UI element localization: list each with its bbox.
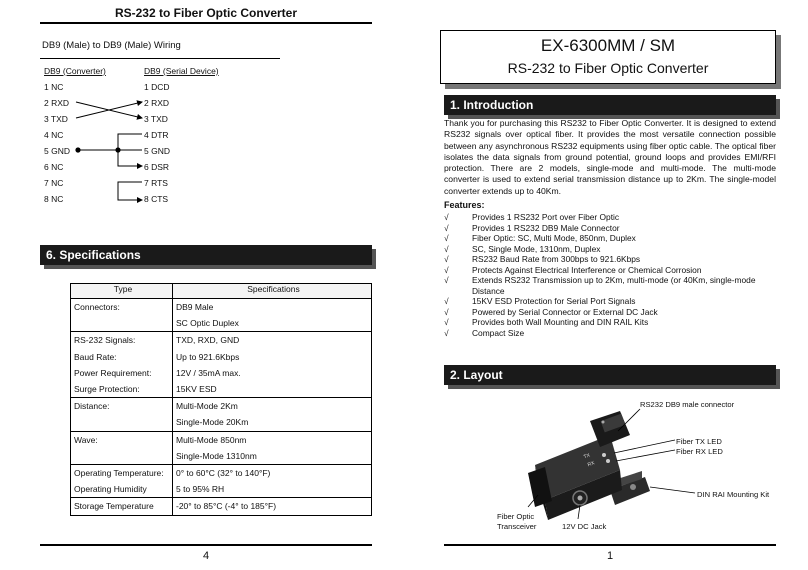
spec-value: 15KV ESD <box>176 384 217 395</box>
converter-pin: 4 NC <box>44 130 64 140</box>
spec-value: -20° to 85°C (-4° to 185°F) <box>176 501 277 512</box>
converter-column-header: DB9 (Converter) <box>44 66 106 76</box>
features-list <box>444 212 784 338</box>
spec-value: Up to 921.6Kbps <box>176 351 240 362</box>
check-icon: √ <box>444 212 449 222</box>
table-row <box>71 431 372 464</box>
check-icon: √ <box>444 264 449 275</box>
wiring-title: DB9 (Male) to DB9 (Male) Wiring <box>42 40 181 51</box>
device-column-header: DB9 (Serial Device) <box>144 66 219 76</box>
spec-type: Baud Rate: <box>74 351 117 362</box>
din-label: DIN RAI Mounting Kit <box>697 490 770 499</box>
table-row <box>71 498 372 515</box>
feature-item: √ 15KV ESD Protection for Serial Port Signals <box>444 296 636 306</box>
spec-value: 0° to 60°C (32° to 140°F) <box>176 468 271 479</box>
spec-value: TXD, RXD, GND <box>176 335 240 346</box>
check-icon: √ <box>444 254 449 264</box>
converter-pin: 7 NC <box>44 178 64 188</box>
tx-led-label: Fiber TX LED <box>676 437 722 446</box>
tx-mark: TX <box>582 452 591 461</box>
converter-pin: 3 TXD <box>44 114 68 124</box>
spec-type: Operating Humidity <box>74 484 147 495</box>
feature-item: √ Extends RS232 Transmission up to 2Km, multi-mode (or 40Km, single-mode Distance <box>444 275 756 296</box>
device-pin: 3 TXD <box>144 114 168 124</box>
converter-pin: 5 GND <box>44 146 70 156</box>
device-pin: 6 DSR <box>144 162 170 172</box>
features-title: Features: <box>444 200 485 210</box>
rx-mark: RX <box>586 460 596 469</box>
footer-rule <box>40 544 372 546</box>
fiber-label-2: Transceiver <box>497 522 537 531</box>
spec-value: Multi-Mode 850nm <box>176 434 247 445</box>
product-title: EX-6300MM / SM <box>540 36 676 55</box>
feature-item: √ Provides 1 RS232 DB9 Male Connector <box>444 222 620 233</box>
device-pin: 7 RTS <box>144 178 168 188</box>
feature-item: √ Protects Against Electrical Interference or Chemical Corrosion <box>444 264 702 275</box>
spec-type: Storage Temperature <box>74 501 154 512</box>
table-row <box>71 332 372 398</box>
table-header-row <box>71 284 372 299</box>
check-icon: √ <box>444 317 449 327</box>
spec-value: Single-Mode 1310nm <box>176 450 257 461</box>
table-row <box>71 398 372 431</box>
device-pin: 1 DCD <box>144 82 170 92</box>
check-icon: √ <box>444 296 449 306</box>
page-number: 1 <box>606 550 614 562</box>
spec-type: Operating Temperature: <box>74 468 164 479</box>
device-pin: 2 RXD <box>144 98 170 108</box>
check-icon: √ <box>444 306 449 317</box>
header-rule <box>40 22 372 24</box>
dc-jack-label: 12V DC Jack <box>562 522 607 531</box>
product-subtitle: RS-232 to Fiber Optic Converter <box>507 60 709 76</box>
specifications-section-title: 6. Specifications <box>40 245 372 265</box>
check-icon: √ <box>444 327 449 338</box>
feature-item: √ SC, Single Mode, 1310nm, Duplex <box>444 243 601 254</box>
feature-item: √ Fiber Optic: SC, Multi Mode, 850nm, Duplex <box>444 233 636 243</box>
check-icon: √ <box>444 243 449 254</box>
fiber-label-1: Fiber Optic <box>497 512 535 521</box>
device-pin: 5 GND <box>144 146 170 156</box>
rx-led <box>606 459 610 463</box>
spec-type: Wave: <box>74 434 98 445</box>
device-pin: 8 CTS <box>144 194 169 204</box>
feature-item: √ Provides 1 RS232 Port over Fiber Optic <box>444 212 620 222</box>
spec-value: SC Optic Duplex <box>176 318 239 329</box>
spec-type: Connectors: <box>74 302 120 312</box>
spec-type: RS-232 Signals: <box>74 335 136 346</box>
rts-cts-loop <box>118 182 142 200</box>
specifications-table <box>70 283 372 516</box>
spec-value: Single-Mode 20Km <box>176 417 249 428</box>
table-header: Type <box>71 284 173 299</box>
rx-led-label: Fiber RX LED <box>676 447 723 456</box>
device-pin: 4 DTR <box>144 130 169 140</box>
layout-section-title: 2. Layout <box>444 365 776 385</box>
feature-item: √ Provides both Wall Mounting and DIN RAIL Kits <box>444 317 649 327</box>
converter-pin: 8 NC <box>44 194 64 204</box>
introduction-text: Thank you for purchasing this RS232 to Fiber Optic Converter. It is designed to extend RS232 signals over optical fiber. It provides the most versatile connection possible between any asynchronous RS232 equipments using fiber optic cable. The optical fiber isolates the data signals from ground potential, ground loops and provides EMI/RFI protection. There are 2 models, single-mode and multi-mode. The multi-mode converter is used to extend serial transmission distance up to 2Km. The single-model converter extends up to 40Km. <box>444 118 776 196</box>
feature-item: √ RS232 Baud Rate from 300bps to 921.6Kbps <box>444 254 641 264</box>
spec-value: DB9 Male <box>176 302 214 312</box>
wiring-lines <box>40 60 160 210</box>
footer-rule <box>444 544 776 546</box>
converter-pin: 6 NC <box>44 162 64 172</box>
spec-type: Distance: <box>74 401 110 412</box>
page-number: 4 <box>202 550 210 562</box>
title-box <box>440 30 776 84</box>
spec-value: 5 to 95% RH <box>176 484 225 495</box>
converter-pin: 1 NC <box>44 82 64 92</box>
check-icon: √ <box>444 233 449 243</box>
feature-item: √ Powered by Serial Connector or External DC Jack <box>444 306 658 317</box>
table-header: Specifications <box>173 284 372 299</box>
db9-label: RS232 DB9 male connector <box>640 400 735 409</box>
converter-pin: 2 RXD <box>44 98 70 108</box>
check-icon: √ <box>444 222 449 233</box>
spec-value: Multi-Mode 2Km <box>176 401 238 412</box>
table-row <box>71 465 372 498</box>
tx-led <box>602 453 606 457</box>
introduction-section-title: 1. Introduction <box>444 95 776 115</box>
spec-value: 12V / 35mA max. <box>176 367 241 378</box>
table-row <box>71 299 372 332</box>
check-icon: √ <box>444 275 449 285</box>
spec-type: Surge Protection: <box>74 384 140 395</box>
wiring-title-rule <box>40 58 280 59</box>
feature-item: √ Compact Size <box>444 327 525 338</box>
spec-type: Power Requirement: <box>74 367 152 378</box>
left-page-header: RS-232 to Fiber Optic Converter <box>114 6 298 20</box>
